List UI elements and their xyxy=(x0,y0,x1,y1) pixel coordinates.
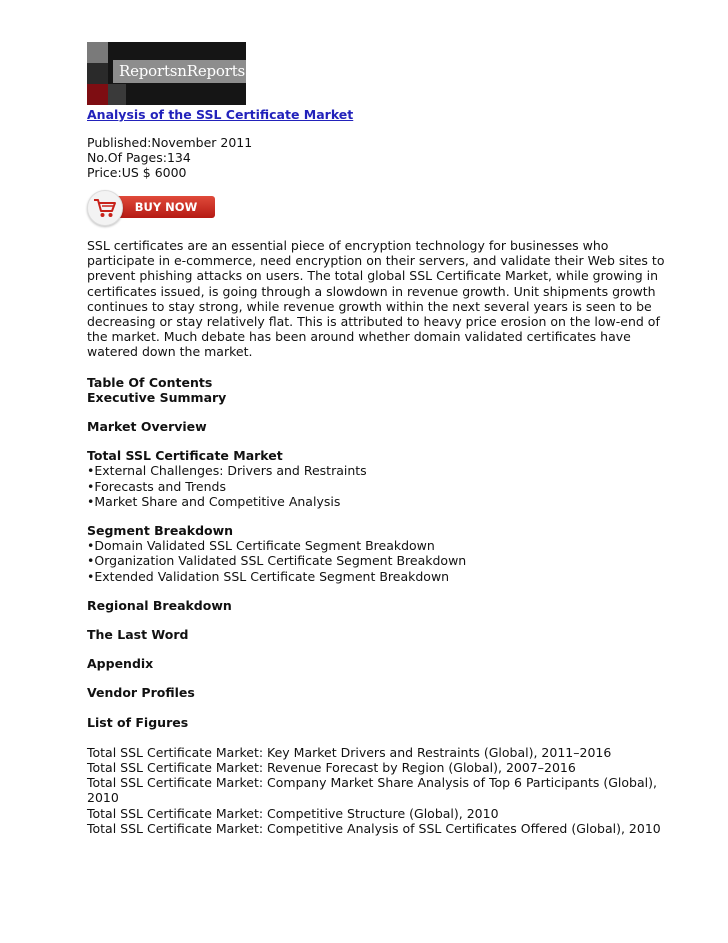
buy-now-button[interactable] xyxy=(87,190,215,224)
shopping-cart-icon xyxy=(87,190,123,226)
report-page xyxy=(87,42,667,836)
logo-square xyxy=(87,63,108,84)
toc-last-word: The Last Word xyxy=(87,627,189,643)
logo-square xyxy=(87,84,108,105)
reportsnreports-logo[interactable] xyxy=(87,42,246,105)
figure-list-item: Total SSL Certificate Market: Key Market Drivers and Restraints (Global), 2011–2016 xyxy=(87,744,612,760)
figure-list-item: Total SSL Certificate Market: Revenue Forecast by Region (Global), 2007–2016 xyxy=(87,760,576,776)
toc-appendix: Appendix xyxy=(87,656,154,672)
toc-list-item: •Market Share and Competitive Analysis xyxy=(87,493,341,509)
toc-list-item: •Organization Validated SSL Certificate Segment Breakdown xyxy=(87,553,467,569)
toc-list-item: •Extended Validation SSL Certificate Segment Breakdown xyxy=(87,568,450,584)
toc-list-of-figures-heading: List of Figures xyxy=(87,714,189,730)
report-summary: SSL certificates are an essential piece of encryption technology for businesses who participate in e-commerce, need encryption on their servers, and validate their Web sites to prevent phishing attacks on users. The total global SSL Certificate Market, while growing in certificates issued, is going through a slowdown in revenue growth. Unit shipments growth continues to stay strong, while revenue growth within the next several years is seen to be decreasing or stay relatively flat. This is attributed to heavy price erosion on the low-end of the market. Much debate has been around whether domain validated certificates have watered down the market. xyxy=(87,238,665,360)
published-date: Published:November 2011 xyxy=(87,135,253,150)
buy-now-label: BUY NOW xyxy=(109,196,215,218)
logo-square xyxy=(108,84,126,105)
figure-list-item: Total SSL Certificate Market: Competitive Analysis of SSL Certificates Offered (Global), 2010 xyxy=(87,820,661,836)
report-title-link[interactable]: Analysis of the SSL Certificate Market xyxy=(87,107,354,122)
logo-square xyxy=(87,42,108,63)
toc-market-overview: Market Overview xyxy=(87,419,207,435)
toc-executive-summary: Executive Summary xyxy=(87,389,227,405)
toc-vendor-profiles: Vendor Profiles xyxy=(87,685,195,701)
table-of-contents xyxy=(87,375,667,836)
toc-segment-breakdown-heading: Segment Breakdown xyxy=(87,523,234,539)
toc-list-item: •Domain Validated SSL Certificate Segment Breakdown xyxy=(87,538,435,554)
toc-regional-breakdown: Regional Breakdown xyxy=(87,597,232,613)
report-meta xyxy=(87,135,667,180)
page-count: No.Of Pages:134 xyxy=(87,150,191,165)
figure-list-item: 2010 xyxy=(87,790,119,806)
toc-total-market-heading: Total SSL Certificate Market xyxy=(87,448,283,464)
toc-list-item: •Forecasts and Trends xyxy=(87,478,226,494)
toc-list-item: •External Challenges: Drivers and Restraints xyxy=(87,463,367,479)
figure-list-item: Total SSL Certificate Market: Competitive Structure (Global), 2010 xyxy=(87,805,499,821)
toc-heading: Table Of Contents xyxy=(87,374,213,390)
logo-text: ReportsnReports xyxy=(119,62,246,80)
price: Price:US $ 6000 xyxy=(87,165,187,180)
figure-list-item: Total SSL Certificate Market: Company Market Share Analysis of Top 6 Participants (Global), xyxy=(87,775,657,791)
